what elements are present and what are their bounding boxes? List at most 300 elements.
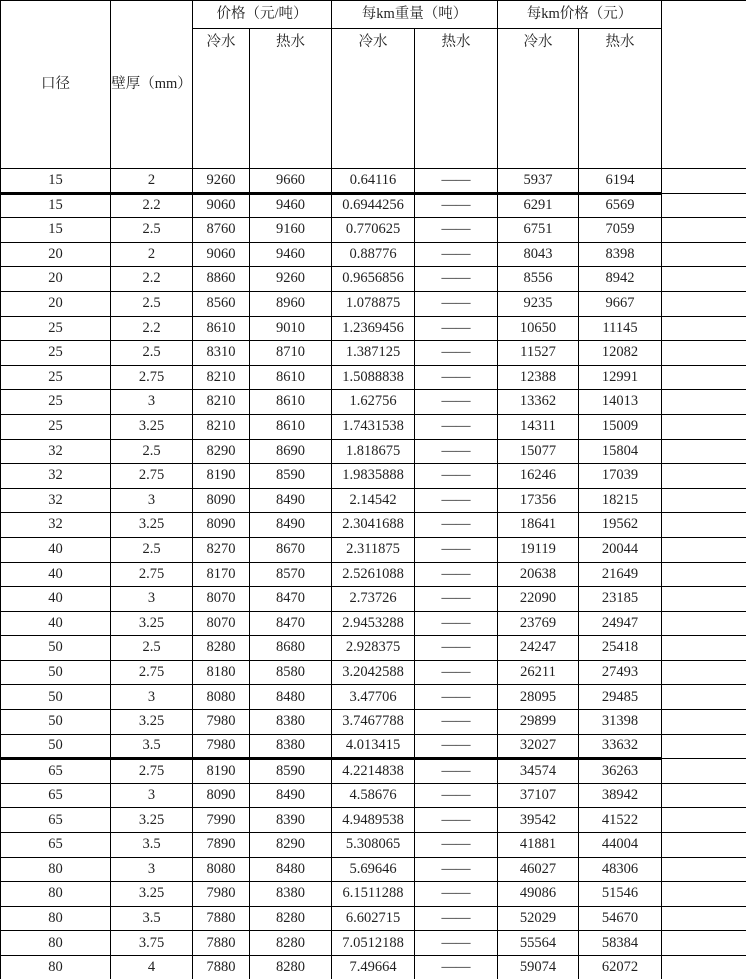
- cell: 38942: [579, 783, 662, 808]
- cell: 24247: [498, 636, 579, 661]
- table-row: [1, 956, 746, 979]
- empty-cell: [662, 439, 746, 464]
- cell: 12388: [498, 365, 579, 390]
- cell: 8556: [498, 267, 579, 292]
- cell: 17039: [579, 464, 662, 489]
- table-row: [1, 513, 746, 538]
- cell: 8043: [498, 242, 579, 267]
- cell: 8090: [193, 488, 250, 513]
- table-row: [1, 660, 746, 685]
- cell: 65: [1, 833, 111, 858]
- cell: 6569: [579, 193, 662, 218]
- cell: 0.6944256: [332, 193, 415, 218]
- cell: 7980: [193, 710, 250, 735]
- cell: 4: [111, 956, 193, 979]
- cell: 8590: [250, 759, 332, 784]
- cell: 55564: [498, 931, 579, 956]
- table-row: [1, 611, 746, 636]
- cell: 1.9835888: [332, 464, 415, 489]
- table-row: [1, 636, 746, 661]
- cell: 16246: [498, 464, 579, 489]
- cell: 3.25: [111, 513, 193, 538]
- cell: ——: [415, 169, 498, 194]
- cell: 8280: [250, 956, 332, 979]
- cell: 58384: [579, 931, 662, 956]
- cell: 8280: [250, 931, 332, 956]
- cell: 2.5: [111, 537, 193, 562]
- empty-cell: [662, 857, 746, 882]
- cell: 39542: [498, 808, 579, 833]
- cell: 3.2042588: [332, 660, 415, 685]
- table-row: [1, 759, 746, 784]
- cell: 13362: [498, 390, 579, 415]
- table-row: [1, 365, 746, 390]
- cell: ——: [415, 906, 498, 931]
- cell: 29485: [579, 685, 662, 710]
- header-extra-column: [662, 1, 746, 169]
- cell: 51546: [579, 882, 662, 907]
- cell: 40: [1, 562, 111, 587]
- cell: 8210: [193, 414, 250, 439]
- empty-cell: [662, 931, 746, 956]
- cell: 8942: [579, 267, 662, 292]
- table-row: [1, 833, 746, 858]
- cell: 8560: [193, 291, 250, 316]
- cell: 9667: [579, 291, 662, 316]
- cell: 8070: [193, 611, 250, 636]
- cell: 80: [1, 906, 111, 931]
- cell: 26211: [498, 660, 579, 685]
- header-diameter: 口径: [1, 1, 111, 169]
- cell: 8690: [250, 439, 332, 464]
- table-row: [1, 439, 746, 464]
- cell: 80: [1, 857, 111, 882]
- table-row: [1, 931, 746, 956]
- cell: 50: [1, 685, 111, 710]
- cell: 8610: [250, 365, 332, 390]
- empty-cell: [662, 833, 746, 858]
- cell: 8190: [193, 759, 250, 784]
- cell: 8380: [250, 710, 332, 735]
- cell: ——: [415, 734, 498, 759]
- cell: 20: [1, 242, 111, 267]
- cell: 11527: [498, 341, 579, 366]
- cell: 50: [1, 660, 111, 685]
- subheader-kmprice-cold: 冷水: [498, 29, 579, 169]
- empty-cell: [662, 316, 746, 341]
- cell: 7890: [193, 833, 250, 858]
- cell: 49086: [498, 882, 579, 907]
- cell: 1.7431538: [332, 414, 415, 439]
- cell: 7880: [193, 931, 250, 956]
- cell: 22090: [498, 587, 579, 612]
- cell: 28095: [498, 685, 579, 710]
- cell: 32: [1, 488, 111, 513]
- cell: 8180: [193, 660, 250, 685]
- cell: 8080: [193, 857, 250, 882]
- cell: 6751: [498, 218, 579, 243]
- cell: 33632: [579, 734, 662, 759]
- cell: 44004: [579, 833, 662, 858]
- cell: 9010: [250, 316, 332, 341]
- cell: ——: [415, 587, 498, 612]
- cell: 10650: [498, 316, 579, 341]
- cell: 3.25: [111, 808, 193, 833]
- cell: 25418: [579, 636, 662, 661]
- cell: 2.9453288: [332, 611, 415, 636]
- cell: ——: [415, 660, 498, 685]
- cell: 80: [1, 931, 111, 956]
- table-row: [1, 808, 746, 833]
- table-row: [1, 169, 746, 194]
- cell: 8380: [250, 734, 332, 759]
- cell: 25: [1, 365, 111, 390]
- cell: 19119: [498, 537, 579, 562]
- cell: 3: [111, 587, 193, 612]
- table-row: [1, 242, 746, 267]
- cell: 1.2369456: [332, 316, 415, 341]
- cell: 2.928375: [332, 636, 415, 661]
- cell: 2.5: [111, 636, 193, 661]
- cell: 46027: [498, 857, 579, 882]
- cell: 65: [1, 759, 111, 784]
- cell: 9235: [498, 291, 579, 316]
- cell: 9260: [193, 169, 250, 194]
- cell: 0.88776: [332, 242, 415, 267]
- cell: 8470: [250, 611, 332, 636]
- cell: ——: [415, 218, 498, 243]
- cell: ——: [415, 759, 498, 784]
- cell: 20044: [579, 537, 662, 562]
- cell: 2.2: [111, 267, 193, 292]
- cell: 3: [111, 857, 193, 882]
- cell: 8610: [250, 414, 332, 439]
- cell: 20638: [498, 562, 579, 587]
- cell: 19562: [579, 513, 662, 538]
- cell: 8280: [193, 636, 250, 661]
- table-row: [1, 316, 746, 341]
- cell: 32: [1, 439, 111, 464]
- table-row: [1, 218, 746, 243]
- cell: 3.25: [111, 882, 193, 907]
- cell: 50: [1, 636, 111, 661]
- cell: 15804: [579, 439, 662, 464]
- empty-cell: [662, 513, 746, 538]
- cell: 7980: [193, 734, 250, 759]
- cell: 3.7467788: [332, 710, 415, 735]
- cell: 2.75: [111, 759, 193, 784]
- cell: 14311: [498, 414, 579, 439]
- cell: 15009: [579, 414, 662, 439]
- cell: 0.770625: [332, 218, 415, 243]
- subheader-kmprice-hot: 热水: [579, 29, 662, 169]
- cell: 2: [111, 242, 193, 267]
- cell: 6291: [498, 193, 579, 218]
- cell: 3.75: [111, 931, 193, 956]
- table-row: [1, 537, 746, 562]
- empty-cell: [662, 734, 746, 759]
- empty-cell: [662, 267, 746, 292]
- cell: 8210: [193, 390, 250, 415]
- empty-cell: [662, 562, 746, 587]
- cell: ——: [415, 956, 498, 979]
- cell: 8080: [193, 685, 250, 710]
- cell: 50: [1, 734, 111, 759]
- cell: 32: [1, 464, 111, 489]
- cell: 3.47706: [332, 685, 415, 710]
- cell: 0.9656856: [332, 267, 415, 292]
- cell: 8380: [250, 882, 332, 907]
- cell: 4.58676: [332, 783, 415, 808]
- cell: 15: [1, 193, 111, 218]
- cell: 4.2214838: [332, 759, 415, 784]
- cell: 36263: [579, 759, 662, 784]
- cell: 2.2: [111, 316, 193, 341]
- cell: ——: [415, 488, 498, 513]
- header-km-price-group: 每km价格（元）: [498, 1, 662, 29]
- empty-cell: [662, 488, 746, 513]
- cell: 7980: [193, 882, 250, 907]
- empty-cell: [662, 660, 746, 685]
- cell: 8960: [250, 291, 332, 316]
- cell: 23185: [579, 587, 662, 612]
- subheader-price-hot: 热水: [250, 29, 332, 169]
- empty-cell: [662, 390, 746, 415]
- cell: 3.25: [111, 414, 193, 439]
- cell: ——: [415, 291, 498, 316]
- table-row: [1, 906, 746, 931]
- cell: 80: [1, 956, 111, 979]
- cell: 8470: [250, 587, 332, 612]
- cell: ——: [415, 537, 498, 562]
- cell: 2.5: [111, 439, 193, 464]
- cell: 65: [1, 783, 111, 808]
- empty-cell: [662, 169, 746, 194]
- empty-cell: [662, 956, 746, 979]
- cell: 80: [1, 882, 111, 907]
- cell: 2.5261088: [332, 562, 415, 587]
- table-row: [1, 710, 746, 735]
- cell: ——: [415, 341, 498, 366]
- cell: ——: [415, 611, 498, 636]
- cell: 2.75: [111, 464, 193, 489]
- cell: ——: [415, 414, 498, 439]
- table-row: [1, 685, 746, 710]
- cell: 32027: [498, 734, 579, 759]
- cell: 31398: [579, 710, 662, 735]
- cell: 11145: [579, 316, 662, 341]
- cell: 8760: [193, 218, 250, 243]
- cell: ——: [415, 636, 498, 661]
- subheader-weight-hot: 热水: [415, 29, 498, 169]
- cell: ——: [415, 193, 498, 218]
- cell: 52029: [498, 906, 579, 931]
- cell: 8490: [250, 783, 332, 808]
- cell: 15077: [498, 439, 579, 464]
- table-body: [1, 169, 746, 979]
- cell: ——: [415, 882, 498, 907]
- cell: 3: [111, 783, 193, 808]
- empty-cell: [662, 710, 746, 735]
- cell: 9160: [250, 218, 332, 243]
- cell: ——: [415, 685, 498, 710]
- cell: 40: [1, 537, 111, 562]
- cell: ——: [415, 562, 498, 587]
- table-row: [1, 464, 746, 489]
- cell: 9660: [250, 169, 332, 194]
- table-row: [1, 857, 746, 882]
- cell: 7880: [193, 906, 250, 931]
- cell: 8310: [193, 341, 250, 366]
- cell: 8480: [250, 857, 332, 882]
- cell: 3: [111, 390, 193, 415]
- cell: 24947: [579, 611, 662, 636]
- cell: 41522: [579, 808, 662, 833]
- cell: 8480: [250, 685, 332, 710]
- cell: 2.3041688: [332, 513, 415, 538]
- empty-cell: [662, 242, 746, 267]
- header-price-group: 价格（元/吨）: [193, 1, 332, 29]
- cell: 20: [1, 291, 111, 316]
- cell: ——: [415, 267, 498, 292]
- empty-cell: [662, 636, 746, 661]
- empty-cell: [662, 783, 746, 808]
- cell: 3.5: [111, 734, 193, 759]
- cell: 1.078875: [332, 291, 415, 316]
- cell: 2.5: [111, 291, 193, 316]
- empty-cell: [662, 291, 746, 316]
- cell: ——: [415, 390, 498, 415]
- cell: 2: [111, 169, 193, 194]
- cell: 54670: [579, 906, 662, 931]
- table-row: [1, 291, 746, 316]
- cell: 9260: [250, 267, 332, 292]
- cell: ——: [415, 833, 498, 858]
- cell: ——: [415, 857, 498, 882]
- cell: 18641: [498, 513, 579, 538]
- cell: 8280: [250, 906, 332, 931]
- empty-cell: [662, 611, 746, 636]
- empty-cell: [662, 464, 746, 489]
- cell: 2.311875: [332, 537, 415, 562]
- cell: 8580: [250, 660, 332, 685]
- cell: 8090: [193, 783, 250, 808]
- header-weight-group: 每km重量（吨）: [332, 1, 498, 29]
- cell: 8290: [193, 439, 250, 464]
- cell: 3: [111, 488, 193, 513]
- cell: 9060: [193, 193, 250, 218]
- cell: 41881: [498, 833, 579, 858]
- cell: 25: [1, 414, 111, 439]
- table-row: [1, 587, 746, 612]
- cell: 62072: [579, 956, 662, 979]
- table-row: [1, 267, 746, 292]
- subheader-price-cold: 冷水: [193, 29, 250, 169]
- cell: 1.387125: [332, 341, 415, 366]
- empty-cell: [662, 587, 746, 612]
- cell: 2.5: [111, 218, 193, 243]
- empty-cell: [662, 808, 746, 833]
- cell: ——: [415, 242, 498, 267]
- table-row: [1, 734, 746, 759]
- empty-cell: [662, 193, 746, 218]
- cell: 12082: [579, 341, 662, 366]
- cell: 6.1511288: [332, 882, 415, 907]
- cell: 21649: [579, 562, 662, 587]
- cell: 7059: [579, 218, 662, 243]
- table-row: [1, 193, 746, 218]
- cell: 0.64116: [332, 169, 415, 194]
- cell: 34574: [498, 759, 579, 784]
- cell: 2.73726: [332, 587, 415, 612]
- cell: 25: [1, 390, 111, 415]
- cell: ——: [415, 316, 498, 341]
- cell: 8490: [250, 488, 332, 513]
- cell: 8610: [193, 316, 250, 341]
- cell: 50: [1, 710, 111, 735]
- subheader-weight-cold: 冷水: [332, 29, 415, 169]
- cell: 8270: [193, 537, 250, 562]
- cell: 8670: [250, 537, 332, 562]
- table-row: [1, 562, 746, 587]
- empty-cell: [662, 906, 746, 931]
- cell: 8398: [579, 242, 662, 267]
- cell: ——: [415, 931, 498, 956]
- table-row: [1, 882, 746, 907]
- cell: 40: [1, 611, 111, 636]
- cell: 2.75: [111, 365, 193, 390]
- cell: ——: [415, 439, 498, 464]
- cell: 3.5: [111, 833, 193, 858]
- empty-cell: [662, 759, 746, 784]
- cell: 8860: [193, 267, 250, 292]
- cell: 3.5: [111, 906, 193, 931]
- cell: 18215: [579, 488, 662, 513]
- cell: 8090: [193, 513, 250, 538]
- cell: 7.0512188: [332, 931, 415, 956]
- cell: 12991: [579, 365, 662, 390]
- cell: 5.308065: [332, 833, 415, 858]
- cell: 7880: [193, 956, 250, 979]
- cell: 17356: [498, 488, 579, 513]
- cell: 15: [1, 218, 111, 243]
- empty-cell: [662, 414, 746, 439]
- header-thickness: 壁厚（mm）: [111, 1, 193, 169]
- cell: 8390: [250, 808, 332, 833]
- empty-cell: [662, 685, 746, 710]
- cell: 1.5088838: [332, 365, 415, 390]
- cell: 6.602715: [332, 906, 415, 931]
- cell: 29899: [498, 710, 579, 735]
- cell: 25: [1, 341, 111, 366]
- cell: ——: [415, 365, 498, 390]
- cell: 2.2: [111, 193, 193, 218]
- empty-cell: [662, 365, 746, 390]
- empty-cell: [662, 341, 746, 366]
- table-row: [1, 414, 746, 439]
- cell: ——: [415, 783, 498, 808]
- empty-cell: [662, 537, 746, 562]
- cell: 27493: [579, 660, 662, 685]
- table-row: [1, 341, 746, 366]
- table-row: [1, 783, 746, 808]
- cell: ——: [415, 513, 498, 538]
- cell: 8610: [250, 390, 332, 415]
- cell: 8680: [250, 636, 332, 661]
- cell: 14013: [579, 390, 662, 415]
- cell: 8710: [250, 341, 332, 366]
- cell: 23769: [498, 611, 579, 636]
